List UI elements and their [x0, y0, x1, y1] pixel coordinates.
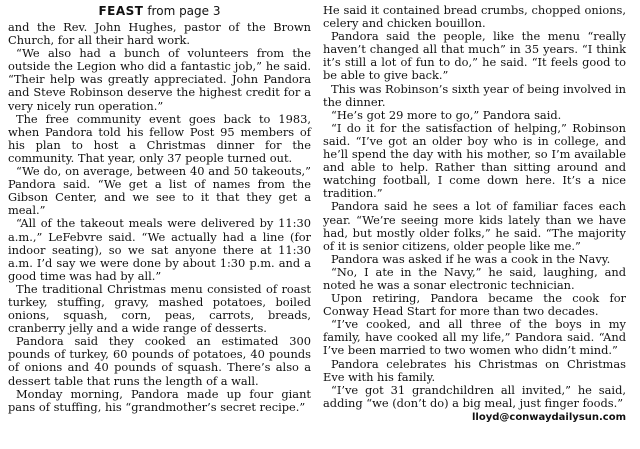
paragraph: “All of the takeout meals were delivered by 11:30 a.m.,” LeFebvre said. “We actually had a line (for indoor seating), so we sat anyone there at 11:30 a.m. I’d say we were done by about 1:30 p.m. and a good time was had by all.”: [8, 216, 311, 283]
left-column: [8, 4, 311, 414]
jump-slug: FEAST: [98, 4, 144, 18]
paragraph: Pandora celebrates his Christmas on Christmas Eve with his family.: [323, 356, 626, 384]
paragraph: “We do, on average, between 40 and 50 takeouts,” Pandora said. “We get a list of names from the Gibson Center, and we see to it that they get a meal.”: [8, 164, 311, 218]
paragraph: Monday morning, Pandora made up four giant pans of stuffing, his “grandmother’s secret recipe.”: [8, 386, 311, 414]
paragraph: “I’ve cooked, and all three of the boys in my family, have cooked all my life,” Pandora said. “And I’ve been married to two women who didn’t mind.”: [323, 317, 626, 358]
paragraph: Upon retiring, Pandora became the cook for Conway Head Start for more than two decades.: [323, 291, 626, 319]
right-column: [323, 4, 626, 424]
author-email: lloyd@conwaydailysun.com: [471, 411, 626, 423]
paragraph: The traditional Christmas menu consisted of roast turkey, stuffing, gravy, mashed potatoes, boiled onions, squash, corn, peas, carrots, breads, cranberry jelly and a wide range of desserts.: [8, 281, 311, 336]
column-gutter: [316, 6, 317, 444]
paragraph: “I do it for the satisfaction of helping,” Robinson said. “I’ve got an older boy who is in college, and he’ll spend the day with his mother, so I’m available and able to help. Rather than sitting around and watching football, I come down here. It’s a nice tradition.”: [323, 120, 626, 201]
paragraph: Pandora was asked if he was a cook in the Navy.: [331, 251, 611, 266]
paragraph: Pandora said they cooked an estimated 300 pounds of turkey, 60 pounds of potatoes, 40 pounds of onions and 40 pounds of squash. There’s also a dessert table that runs the length of a wall.: [8, 334, 311, 388]
paragraph: The free community event goes back to 1983, when Pandora told his fellow Post 95 members of his plan to host a Christmas dinner for the community. That year, only 37 people turned out.: [8, 111, 311, 165]
paragraph: “I’ve got 31 grandchildren all invited,” he said, adding “we (don’t do) a big meal, just finger foods.”: [323, 382, 626, 410]
jump-header: [8, 4, 311, 18]
paragraph: He said it contained bread crumbs, chopped onions, celery and chicken bouillon.: [323, 3, 626, 31]
paragraph: “He’s got 29 more to go,” Pandora said.: [331, 107, 562, 122]
jump-line: from page 3: [147, 4, 221, 18]
paragraph: and the Rev. John Hughes, pastor of the Brown Church, for all their hard work.: [8, 20, 311, 48]
paragraph: This was Robinson’s sixth year of being involved in the dinner.: [323, 81, 626, 109]
paragraph: “We also had a bunch of volunteers from the outside the Legion who did a fantastic job,” he said. “Their help was greatly appreciated. John Pandora and Steve Robinson deserve the highest credit for a very nicely run operation.”: [8, 46, 311, 113]
paragraph: Pandora said the people, like the menu “really haven’t changed all that much” in 35 years. “I think it’s still a lot of fun to do,” he said. “It feels good to be able to give back.”: [323, 29, 626, 83]
paragraph: Pandora said he sees a lot of familiar faces each year. “We’re seeing more kids lately than we have had, but mostly older folks,” he said. “The majority of it is senior citizens, older people like me.”: [323, 199, 626, 253]
paragraph: “No, I ate in the Navy,” he said, laughing, and noted he was a sonar electronic technician.: [323, 264, 626, 292]
